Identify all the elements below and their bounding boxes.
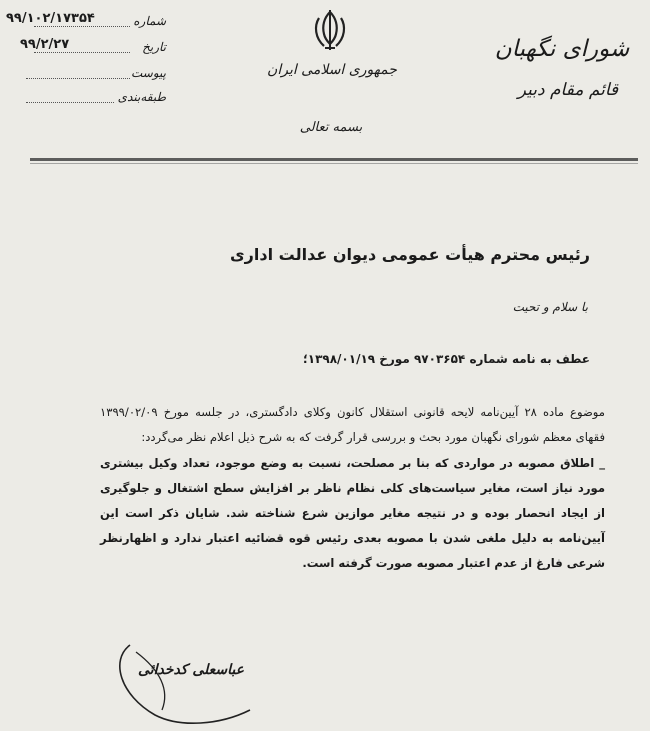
letter-salutation: با سلام و تحیت — [512, 300, 588, 314]
meta-dots — [34, 26, 130, 27]
letter-body — [100, 400, 605, 577]
meta-dots — [26, 78, 130, 79]
letter-reference: عطف به نامه شماره ۹۷۰۳۶۵۴ مورخ ۱۳۹۸/۰۱/۱۹؛ — [302, 352, 590, 366]
meta-classification-label: طبقه‌بندی — [117, 90, 166, 104]
meta-date-value: ۹۹/۲/۲۷ — [20, 37, 70, 52]
meta-attachment-row — [6, 66, 166, 88]
signature-flourish-icon — [100, 640, 300, 730]
meta-classification-row — [6, 90, 166, 112]
meta-date-row — [6, 37, 166, 62]
meta-dots — [34, 52, 130, 53]
header-divider-thin — [30, 163, 638, 164]
meta-number-row — [6, 11, 166, 36]
basmala: بسمه تعالی — [299, 120, 363, 135]
signatory-name: عباسعلی کدخدائی — [138, 662, 244, 678]
meta-dots — [26, 102, 114, 103]
country-title: جمهوری اسلامی ایران — [267, 62, 397, 78]
meta-date-label: تاریخ — [142, 40, 166, 54]
header-divider — [30, 158, 638, 161]
council-title: شورای نگهبان — [494, 36, 630, 62]
meta-number-value: ۹۹/۱۰۲/۱۷۳۵۴ — [6, 11, 95, 26]
letter-addressee: رئیس محترم هیأت عمومی دیوان عدالت اداری — [230, 245, 590, 264]
council-subtitle: قائم مقام دبیر — [517, 80, 619, 100]
letter-paragraph-2: _ اطلاق مصوبه در مواردی که بنا بر مصلحت، نسبت به وضع موجود، تعداد وکیل بیشتری مورد نیاز است، مغایر سیاست‌های کلی نظام ناظر بر افزایش سطح اشتغال و جلوگیری از ایجاد انحصار بوده و در نتیجه مغایر موازین شرع شناخته شد. شایان ذکر است این آیین‌نامه به دلیل ملغی شدن با مصوبه بعدی رئیس قوه قضائیه اعتبار ندارد و اظهارنظر شرعی فارغ از عدم اعتبار مصوبه صورت گرفته است. — [100, 456, 605, 570]
meta-number-label: شماره — [133, 14, 166, 28]
letter-paragraph-1: موضوع ماده ۲۸ آیین‌نامه لایحه قانونی استقلال کانون وکلای دادگستری، در جلسه مورخ ۱۳۹۹/۰۲/۰۹ فقهای معظم شورای نگهبان مورد بحث و بررسی قرار گرفت که به شرح ذیل اعلام نظر می‌گردد: — [100, 405, 605, 444]
iran-emblem-icon — [310, 8, 350, 52]
meta-attachment-label: پیوست — [131, 66, 166, 80]
